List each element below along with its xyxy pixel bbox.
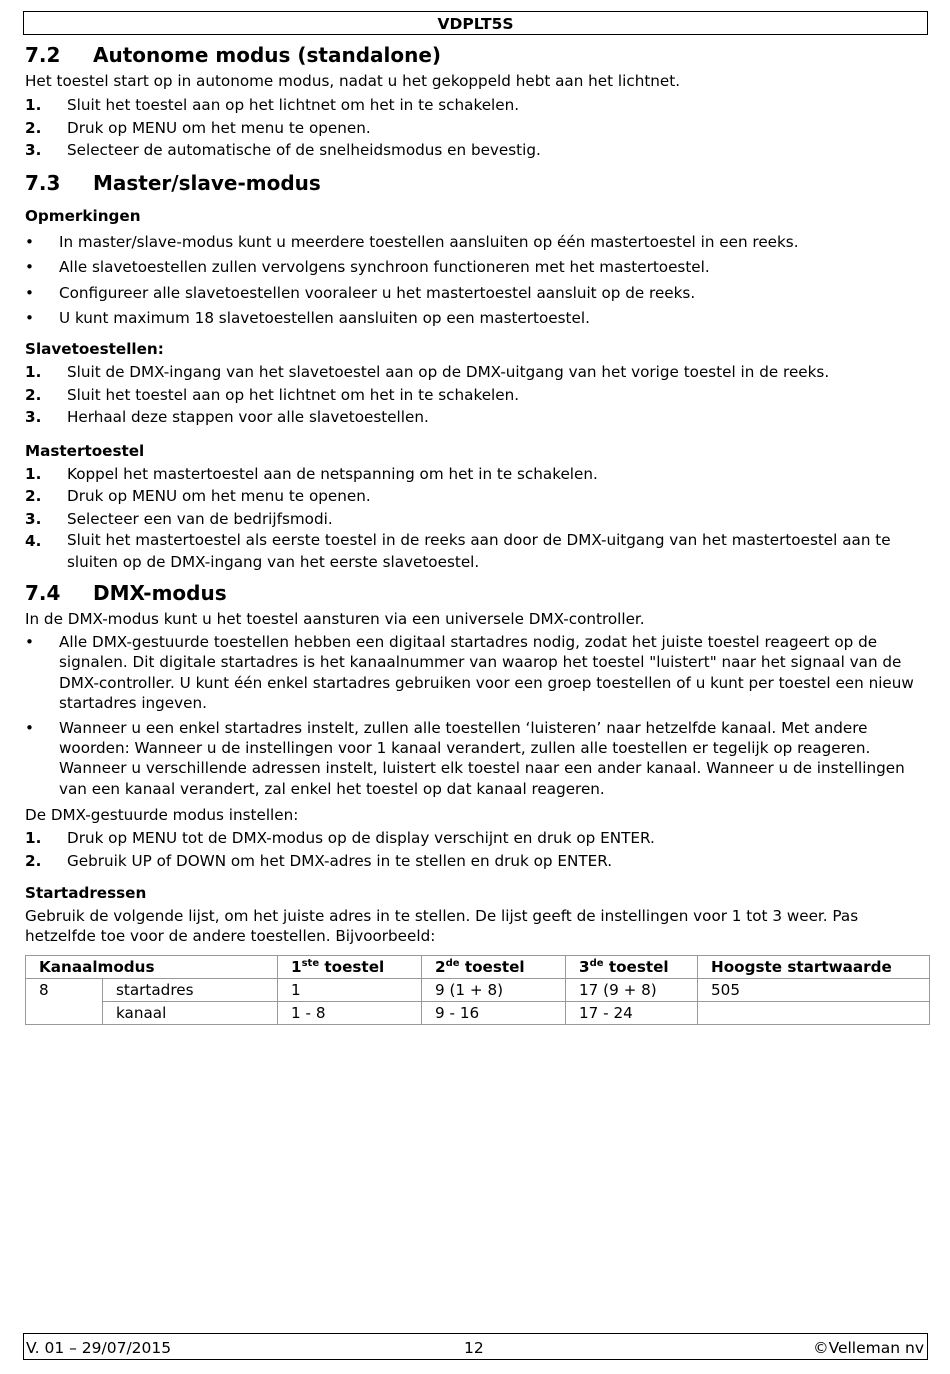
cell-label: startadres <box>103 979 278 1002</box>
list-item: • In master/slave-modus kunt u meerdere toestellen aansluiten op één mastertoestel in een reeks. <box>25 232 799 251</box>
table-row <box>26 1002 930 1025</box>
list-item: 2. Sluit het toestel aan op het lichtnet om het in te schakelen. <box>25 385 520 404</box>
list-item: 4. Sluit het mastertoestel als eerste toestel in de reeks aan door de DMX-uitgang van het mastertoestel aan te sluiten op de DMX-ingang van het eerste slavetoestel. <box>25 531 891 571</box>
start-addresses-heading: Startadressen <box>25 884 147 903</box>
dmx-setup-steps <box>25 827 930 872</box>
bullet-icon: • <box>25 718 34 737</box>
cell-device-1: 1 <box>278 979 422 1002</box>
list-item: 1. Sluit de DMX-ingang van het slavetoestel aan op de DMX-uitgang van het vorige toestel in de reeks. <box>25 363 830 381</box>
bullet-icon: • <box>25 633 34 651</box>
footer-copyright: ©Velleman nv <box>813 1339 924 1357</box>
standalone-steps <box>25 94 930 162</box>
section-title: DMX-modus <box>93 581 227 605</box>
list-item: • Alle slavetoestellen zullen vervolgens synchroon functioneren met het mastertoestel. <box>25 258 710 276</box>
col-header-device-2: 2de toestel <box>422 956 566 979</box>
col-header-device-3: 3de toestel <box>566 956 698 979</box>
cell-max-start: 505 <box>698 979 930 1002</box>
dmx-bullets <box>25 632 930 799</box>
list-item: 2. Gebruik UP of DOWN om het DMX-adres in te stellen en druk op ENTER. <box>25 851 613 870</box>
list-item: • Wanneer u een enkel startadres instelt, zullen alle toestellen ‘luisteren’ naar hetzelfde kanaal. Met andere woorden: Wanneer u de instellingen voor 1 kanaal verandert, zullen alle toestellen er tegelijk op reageren. Wanneer u verschillende adressen instelt, luistert elk toestel naar een ander kanaal. Wanneer u de instellingen van een kanaal verandert, zal enkel het toestel op dat kanaal reageren. <box>25 718 905 798</box>
cell-device-3: 17 (9 + 8) <box>566 979 698 1002</box>
start-addresses-text: Gebruik de volgende lijst, om het juiste adres in te stellen. De lijst geeft de instellingen voor 1 tot 3 weer. Pas hetzelfde toe voor de andere toestellen. Bijvoorbeeld: <box>25 907 859 946</box>
table-row <box>26 979 930 1002</box>
footer-page-number: 12 <box>464 1339 484 1357</box>
list-item: • U kunt maximum 18 slavetoestellen aansluiten op een mastertoestel. <box>25 309 590 327</box>
footer-version: V. 01 – 29/07/2015 <box>26 1339 172 1357</box>
cell-label: kanaal <box>103 1002 278 1025</box>
section-7-2-heading <box>25 42 930 68</box>
document-model-title: VDPLT5S <box>437 15 514 33</box>
list-item: 2. Druk op MENU om het menu te openen. <box>25 487 371 505</box>
cell-max-start <box>698 1002 930 1025</box>
table-header-row <box>26 956 930 979</box>
slave-steps <box>25 361 930 429</box>
dmx-setup-intro: De DMX-gestuurde modus instellen: <box>25 806 299 825</box>
document-body <box>25 40 930 1025</box>
slaves-heading: Slavetoestellen: <box>25 340 164 358</box>
col-header-device-1: 1ste toestel <box>278 956 422 979</box>
list-item: • Configureer alle slavetoestellen vooraleer u het mastertoestel aansluit op de reeks. <box>25 283 696 302</box>
list-item: 3. Herhaal deze stappen voor alle slavetoestellen. <box>25 408 429 426</box>
section-number: 7.2 <box>25 43 61 67</box>
notes-heading: Opmerkingen <box>25 206 141 225</box>
bullet-icon: • <box>25 283 34 302</box>
section-title: Master/slave-modus <box>93 170 321 195</box>
section-7-3-heading <box>25 170 930 196</box>
notes-list <box>25 232 930 329</box>
list-item: 1. Sluit het toestel aan op het lichtnet om het in te schakelen. <box>25 96 520 114</box>
section-title: Autonome modus (standalone) <box>93 43 442 67</box>
cell-device-1: 1 - 8 <box>278 1002 422 1025</box>
col-header-mode: Kanaalmodus <box>26 956 278 979</box>
page-header <box>23 11 928 35</box>
master-steps <box>25 463 930 574</box>
master-heading: Mastertoestel <box>25 441 145 460</box>
section-7-2-intro: Het toestel start op in autonome modus, nadat u het gekoppeld hebt aan het lichtnet. <box>25 72 681 90</box>
page-footer <box>23 1333 928 1360</box>
list-item: • Alle DMX-gestuurde toestellen hebben een digitaal startadres nodig, zodat het juiste toestel reageert op de signalen. Dit digitale startadres is het kanaalnummer van waarop het toestel "luistert" naar het signaal van de DMX-controller. U kunt één enkel startadres gebruiken voor een groep toestellen of u kunt per toestel een nieuw startadres ingeven. <box>25 633 914 713</box>
col-header-max-start: Hoogste startwaarde <box>698 956 930 979</box>
cell-device-2: 9 - 16 <box>422 1002 566 1025</box>
cell-mode: 8 <box>26 979 103 1025</box>
list-item: 1. Koppel het mastertoestel aan de netspanning om het in te schakelen. <box>25 464 598 483</box>
section-number: 7.4 <box>25 581 61 605</box>
list-item: 2. Druk op MENU om het menu te openen. <box>25 118 371 137</box>
section-7-4-intro: In de DMX-modus kunt u het toestel aansturen via een universele DMX-controller. <box>25 610 645 628</box>
section-7-4-heading <box>25 580 930 606</box>
section-number: 7.3 <box>25 170 61 195</box>
list-item: 1. Druk op MENU tot de DMX-modus op de display verschijnt en druk op ENTER. <box>25 829 655 848</box>
start-address-table <box>25 955 930 1025</box>
bullet-icon: • <box>25 309 34 327</box>
list-item: 3. Selecteer een van de bedrijfsmodi. <box>25 509 333 528</box>
cell-device-3: 17 - 24 <box>566 1002 698 1025</box>
cell-device-2: 9 (1 + 8) <box>422 979 566 1002</box>
list-item: 3. Selecteer de automatische of de snelheidsmodus en bevestig. <box>25 141 541 159</box>
bullet-icon: • <box>25 232 34 251</box>
bullet-icon: • <box>25 258 34 276</box>
